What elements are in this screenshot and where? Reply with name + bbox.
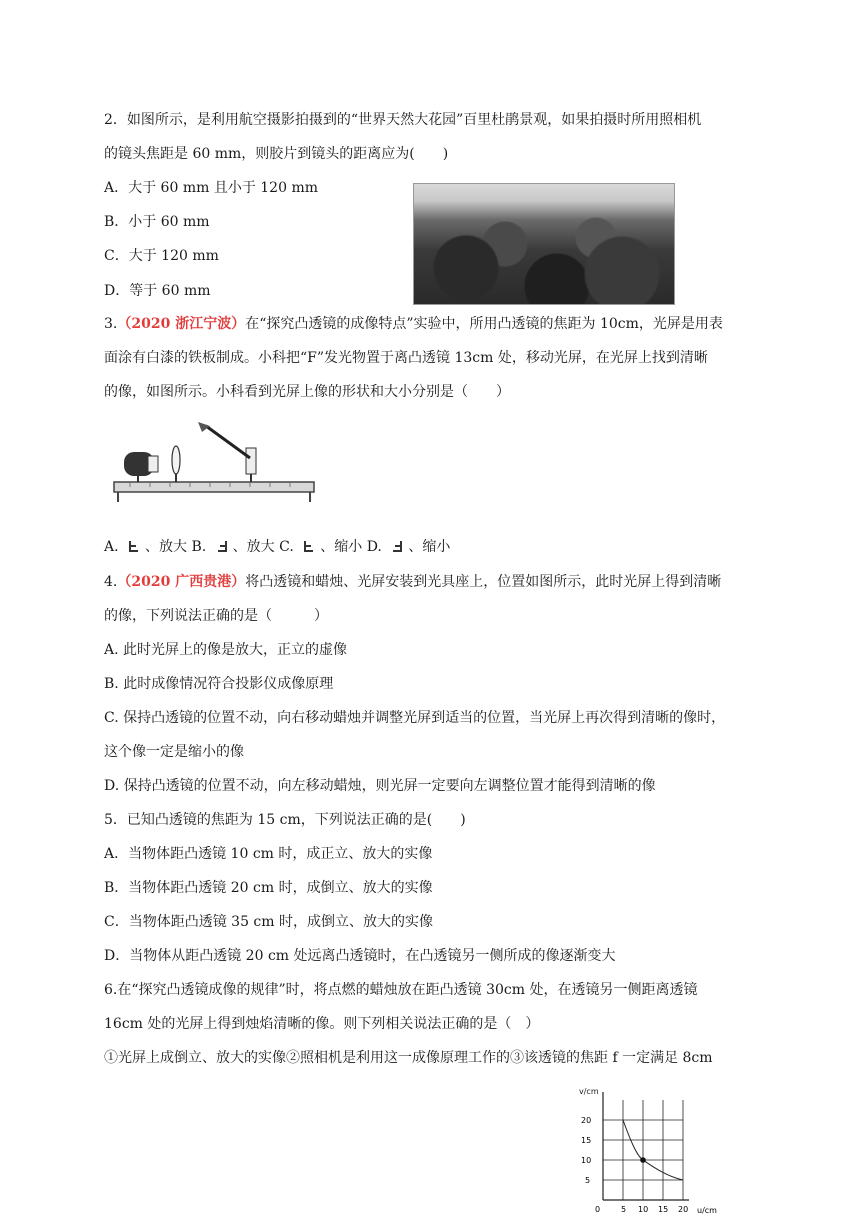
q5-option-b: B．当物体距凸透镜 20 cm 时，成倒立、放大的实像 bbox=[104, 880, 433, 896]
ytick-20: 20 bbox=[581, 1116, 592, 1125]
graph-xlabel: u/cm bbox=[697, 1206, 717, 1215]
ytick-15: 15 bbox=[581, 1136, 592, 1145]
q5-option-a: A．当物体距凸透镜 10 cm 时，成正立、放大的实像 bbox=[104, 846, 433, 862]
q2-option-a: A．大于 60 mm 且小于 120 mm bbox=[104, 180, 318, 196]
uv-curve bbox=[623, 1120, 683, 1180]
q5-line1: 5．已知凸透镜的焦距为 15 cm，下列说法正确的是( ) bbox=[104, 812, 466, 828]
xtick-10: 10 bbox=[638, 1205, 649, 1214]
q3-source: （2020 浙江宁波） bbox=[117, 316, 246, 332]
xtick-15: 15 bbox=[658, 1205, 669, 1214]
uv-point bbox=[640, 1157, 646, 1163]
upright-f-small-icon bbox=[302, 539, 316, 553]
azalea-landscape-photo bbox=[413, 183, 675, 305]
xtick-0: 0 bbox=[595, 1205, 601, 1214]
q3-number: 3. bbox=[104, 316, 118, 332]
q4-number: 4. bbox=[104, 574, 118, 590]
q4-source: （2020 广西贵港） bbox=[117, 574, 246, 590]
q2-line2: 的镜头焦距是 60 mm，则胶片到镜头的距离应为( ) bbox=[104, 146, 449, 162]
ytick-10: 10 bbox=[581, 1156, 592, 1165]
q5-option-c: C．当物体距凸透镜 35 cm 时，成倒立、放大的实像 bbox=[104, 914, 433, 930]
q3-option-c-text: 、缩小 D. bbox=[320, 539, 382, 555]
q2-option-b: B．小于 60 mm bbox=[104, 214, 210, 230]
q3-line2: 面涂有白漆的铁板制成。小科把“F”发光物置于离凸透镜 13cm 处，移动光屏，在光屏上找到清晰 bbox=[104, 350, 708, 366]
lens-icon bbox=[172, 446, 180, 474]
q4-option-b: B. 此时成像情况符合投影仪成像原理 bbox=[104, 676, 334, 692]
q3-answer-options bbox=[104, 537, 450, 557]
q4-option-d: D. 保持凸透镜的位置不动，向左移动蜡烛，则光屏一定要向左调整位置才能得到清晰的像 bbox=[104, 778, 656, 794]
q4-line2: 的像，下列说法正确的是（ ） bbox=[104, 608, 328, 624]
inverted-f-small-icon bbox=[390, 539, 404, 553]
q3-line3: 的像，如图所示。小科看到光屏上像的形状和大小分别是（ ） bbox=[104, 384, 510, 400]
xtick-5: 5 bbox=[621, 1205, 627, 1214]
graph-ylabel: v/cm bbox=[579, 1087, 599, 1096]
inverted-f-icon bbox=[215, 539, 229, 553]
q6-line3: ①光屏上成倒立、放大的实像②照相机是利用这一成像原理工作的③该透镜的焦距 f 一定满足 8cm bbox=[104, 1050, 713, 1066]
xtick-20: 20 bbox=[678, 1205, 689, 1214]
q4-line1 bbox=[104, 572, 721, 592]
uv-graph bbox=[565, 1080, 725, 1216]
q3-line1-text: 在“探究凸透镜的成像特点”实验中，所用凸透镜的焦距为 10cm，光屏是用表 bbox=[245, 316, 723, 332]
ytick-5: 5 bbox=[585, 1176, 591, 1185]
q4-option-c: C. 保持凸透镜的位置不动，向右移动蜡烛并调整光屏到适当的位置，当光屏上再次得到清晰的像时， bbox=[104, 710, 726, 726]
q4-line1-text: 将凸透镜和蜡烛、光屏安装到光具座上，位置如图所示，此时光屏上得到清晰 bbox=[245, 574, 722, 590]
q3-line1 bbox=[104, 314, 723, 334]
q3-option-b-text: 、放大 C. bbox=[232, 539, 294, 555]
screen-icon bbox=[246, 448, 256, 474]
q2-option-c: C．大于 120 mm bbox=[104, 248, 219, 264]
q3-option-a-label: A. bbox=[104, 539, 119, 555]
q6-line2: 16cm 处的光屏上得到烛焰清晰的像。则下列相关说法正确的是（ ） bbox=[104, 1016, 540, 1032]
q3-option-a-text: 、放大 B. bbox=[145, 539, 207, 555]
q6-line1: 6.在“探究凸透镜成像的规律”时，将点燃的蜡烛放在距凸透镜 30cm 处，在透镜另一侧距离透镜 bbox=[104, 982, 698, 998]
upright-f-icon bbox=[127, 539, 141, 553]
q4-option-c-cont: 这个像一定是缩小的像 bbox=[104, 744, 244, 760]
q3-option-d-text: 、缩小 bbox=[408, 539, 451, 555]
q2-option-d: D．等于 60 mm bbox=[104, 283, 211, 299]
q4-option-a: A. 此时光屏上的像是放大，正立的虚像 bbox=[104, 642, 348, 658]
optical-bench-diagram bbox=[110, 418, 320, 510]
q2-line1: 2．如图所示，是利用航空摄影拍摄到的“世界天然大花园”百里杜鹃景观，如果拍摄时所用照相机 bbox=[104, 112, 702, 128]
q5-option-d: D．当物体从距凸透镜 20 cm 处远离凸透镜时，在凸透镜另一侧所成的像逐渐变大 bbox=[104, 948, 616, 964]
